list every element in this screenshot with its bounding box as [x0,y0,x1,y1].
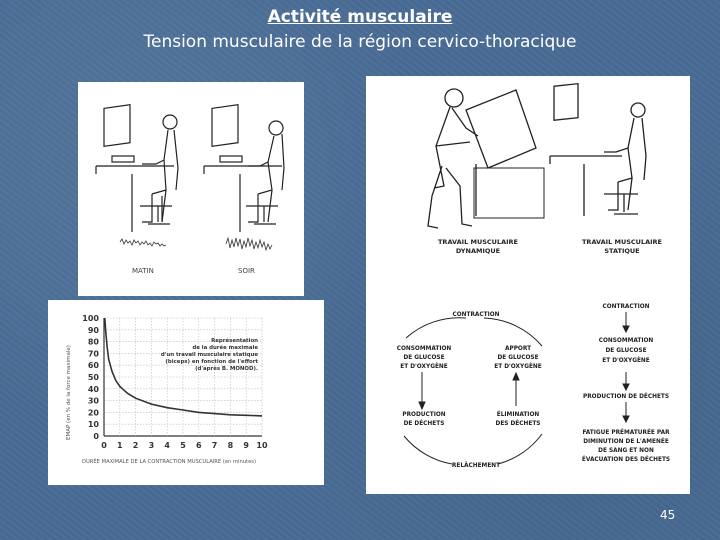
dyn-elimination-2: DES DÉCHETS [495,421,541,427]
static-title-line1: TRAVAIL MUSCULAIRE [582,238,662,246]
graph-y-tick: 70 [87,349,99,359]
label-matin: MATIN [132,267,154,275]
label-soir: SOIR [238,267,255,275]
graph-annotation-3: d'un travail musculaire statique [160,352,258,358]
graph-y-tick: 100 [82,314,99,323]
dyn-consommation-1: CONSOMMATION [396,346,452,352]
graph-x-tick: 0 [101,441,107,450]
graph-y-tick: 80 [87,337,99,347]
dynamic-cycle [404,318,542,464]
graph-annotation-4: (biceps) en fonction de l'effort [165,359,258,365]
emg-trace-left [120,239,166,246]
dyn-apport-3: ET D'OXYGÈNE [494,364,542,370]
stat-production: PRODUCTION DE DÉCHETS [582,394,670,400]
slide-subtitle: Tension musculaire de la région cervico-thoracique [143,32,577,52]
graph-y-tick: 90 [87,325,99,335]
effort-duration-graph [48,300,324,485]
dyn-consommation-3: ET D'OXYGÈNE [400,364,448,370]
graph-y-tick: 60 [87,361,99,371]
workstation-soir-drawing [204,105,284,232]
dyn-contraction: CONTRACTION [452,312,500,318]
workstation-matin-drawing [96,105,178,232]
dyn-elimination-1: ÉLIMINATION [496,412,540,418]
stat-fatigue-2: DIMINUTION DE L'AMENÉE [583,439,669,445]
dynamic-title-line1: TRAVAIL MUSCULAIRE [438,238,518,246]
graph-x-tick: 10 [256,441,268,450]
graph-x-tick: 1 [117,441,123,450]
dynamic-static-work-figure [366,76,690,494]
emg-trace-right [226,238,272,250]
dynamic-worker-drawing [428,89,544,228]
graph-y-tick: 30 [87,396,99,406]
dynamic-title-line2: DYNAMIQUE [455,247,501,255]
graph-y-tick: 0 [93,432,99,441]
dyn-relachement: RELÂCHEMENT [451,463,501,469]
static-worker-drawing [550,84,646,216]
graph-x-tick: 7 [211,441,218,450]
workstation-illustration [78,82,304,296]
graph-y-tick: 40 [87,384,99,394]
static-title-line2: STATIQUE [604,247,640,255]
dyn-apport-2: DE GLUCOSE [497,355,539,361]
graph-annotation-2: de la durée maximale [192,345,258,351]
graph-y-tick: 50 [87,373,99,382]
dyn-production-1: PRODUCTION [402,412,446,418]
graph-x-tick: 2 [132,441,139,450]
stat-fatigue-4: ÉVACUATION DES DÉCHETS [581,457,671,463]
stat-fatigue-3: DE SANG ET NON [598,448,654,454]
graph-annotation-1: Représentation [211,338,258,344]
work-diagram-svg [366,76,690,494]
stat-contraction: CONTRACTION [602,304,650,310]
stat-fatigue-1: FATIGUE PRÉMATURÉE PAR [582,430,670,436]
dyn-production-2: DE DÉCHETS [403,421,445,427]
page-number: 45 [660,508,676,522]
graph-svg [48,300,324,485]
graph-x-label: DURÉE MAXIMALE DE LA CONTRACTION MUSCULAIRE (en minutes) [82,459,256,465]
graph-x-tick: 8 [227,441,234,450]
graph-x-tick: 5 [180,441,186,450]
slide-title: Activité musculaire [267,7,453,27]
graph-y-label: EMAP (en % de la force maximale) [66,345,72,440]
stat-consommation-3: ET D'OXYGÈNE [602,358,650,364]
dyn-apport-1: APPORT [504,346,532,352]
dyn-consommation-2: DE GLUCOSE [403,355,445,361]
graph-y-tick: 20 [87,408,99,418]
static-chain-arrows [623,312,629,422]
graph-annotation-5: (d'après B. MONOD). [195,366,258,372]
graph-y-tick: 10 [87,420,99,430]
graph-x-tick: 9 [243,441,249,450]
stat-consommation-1: CONSOMMATION [598,338,654,344]
stat-consommation-2: DE GLUCOSE [605,348,647,354]
graph-x-tick: 3 [148,441,155,450]
graph-x-tick: 4 [164,441,170,450]
graph-x-tick: 6 [196,441,202,450]
workstation-figure [78,82,304,296]
